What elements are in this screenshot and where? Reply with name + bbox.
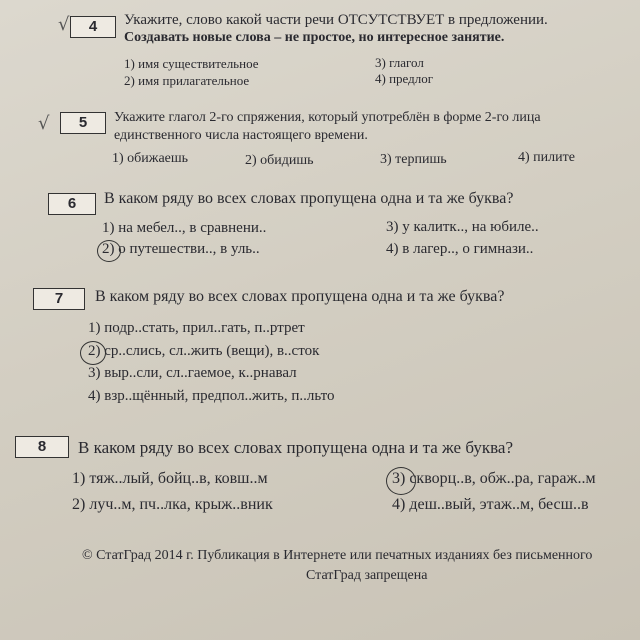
question-text-line1: Укажите глагол 2-го спряжения, который употреблён в форме 2-го лица: [114, 110, 541, 125]
answer-circle-mark: [80, 341, 106, 365]
copyright-line2: СтатГрад запрещена: [306, 568, 428, 583]
question-number: 7: [33, 288, 85, 310]
option-4: 4) в лагер.., о гимнази..: [386, 241, 534, 257]
question-text: В каком ряду во всех словах пропущена одна и та же буква?: [104, 190, 514, 207]
option-2: 2) луч..м, пч..лка, крыж..вник: [72, 496, 273, 513]
question-number: 8: [15, 436, 69, 458]
option-1: 1) подр..стать, прил..гать, п..ртрет: [88, 320, 305, 336]
question-sentence: Создавать новые слова – не простое, но интересное занятие.: [124, 30, 505, 45]
option-1: 1) имя существительное: [124, 56, 259, 71]
option-3: 3) скворц..в, обж..ра, гараж..м: [392, 470, 596, 487]
option-2: 2) ср..слись, сл..жить (вещи), в..сток: [88, 343, 320, 359]
checkmark-icon: √: [38, 113, 50, 134]
option-4: 4) предлог: [375, 71, 434, 86]
question-text-line2: единственного числа настоящего времени.: [114, 128, 368, 143]
copyright-line1: © СтатГрад 2014 г. Публикация в Интернете или печатных изданиях без письменного: [82, 548, 593, 563]
option-4: 4) взр..щённый, предпол..жить, п..льто: [88, 388, 335, 404]
option-4: 4) деш..вый, этаж..м, бесш..в: [392, 496, 589, 513]
question-number: 6: [48, 193, 96, 215]
option-3: 3) выр..сли, сл..гаемое, к..рнавал: [88, 365, 297, 381]
checkmark-icon: √: [58, 14, 70, 35]
option-2: 2) имя прилагательное: [124, 73, 250, 88]
option-4: 4) пилите: [518, 150, 575, 165]
question-text: Укажите, слово какой части речи ОТСУТСТВУЕТ в предложении.: [124, 12, 548, 28]
option-2: 2) о путешестви.., в уль..: [102, 241, 260, 257]
question-number: 4: [70, 16, 116, 38]
option-2: 2) обидишь: [245, 153, 314, 168]
question-text: В каком ряду во всех словах пропущена одна и та же буква?: [78, 438, 514, 457]
option-1: 1) тяж..лый, бойц..в, ковш..м: [72, 470, 268, 487]
option-3: 3) терпишь: [380, 152, 447, 167]
question-text: В каком ряду во всех словах пропущена одна и та же буква?: [95, 288, 505, 305]
question-number: 5: [60, 112, 106, 134]
option-3: 3) у калитк.., на юбиле..: [386, 219, 539, 235]
answer-circle-mark: [97, 240, 121, 262]
answer-circle-mark: [386, 467, 416, 495]
option-1: 1) обижаешь: [112, 151, 189, 166]
option-1: 1) на мебел.., в сравнени..: [102, 220, 267, 236]
option-3: 3) глагол: [375, 55, 424, 70]
